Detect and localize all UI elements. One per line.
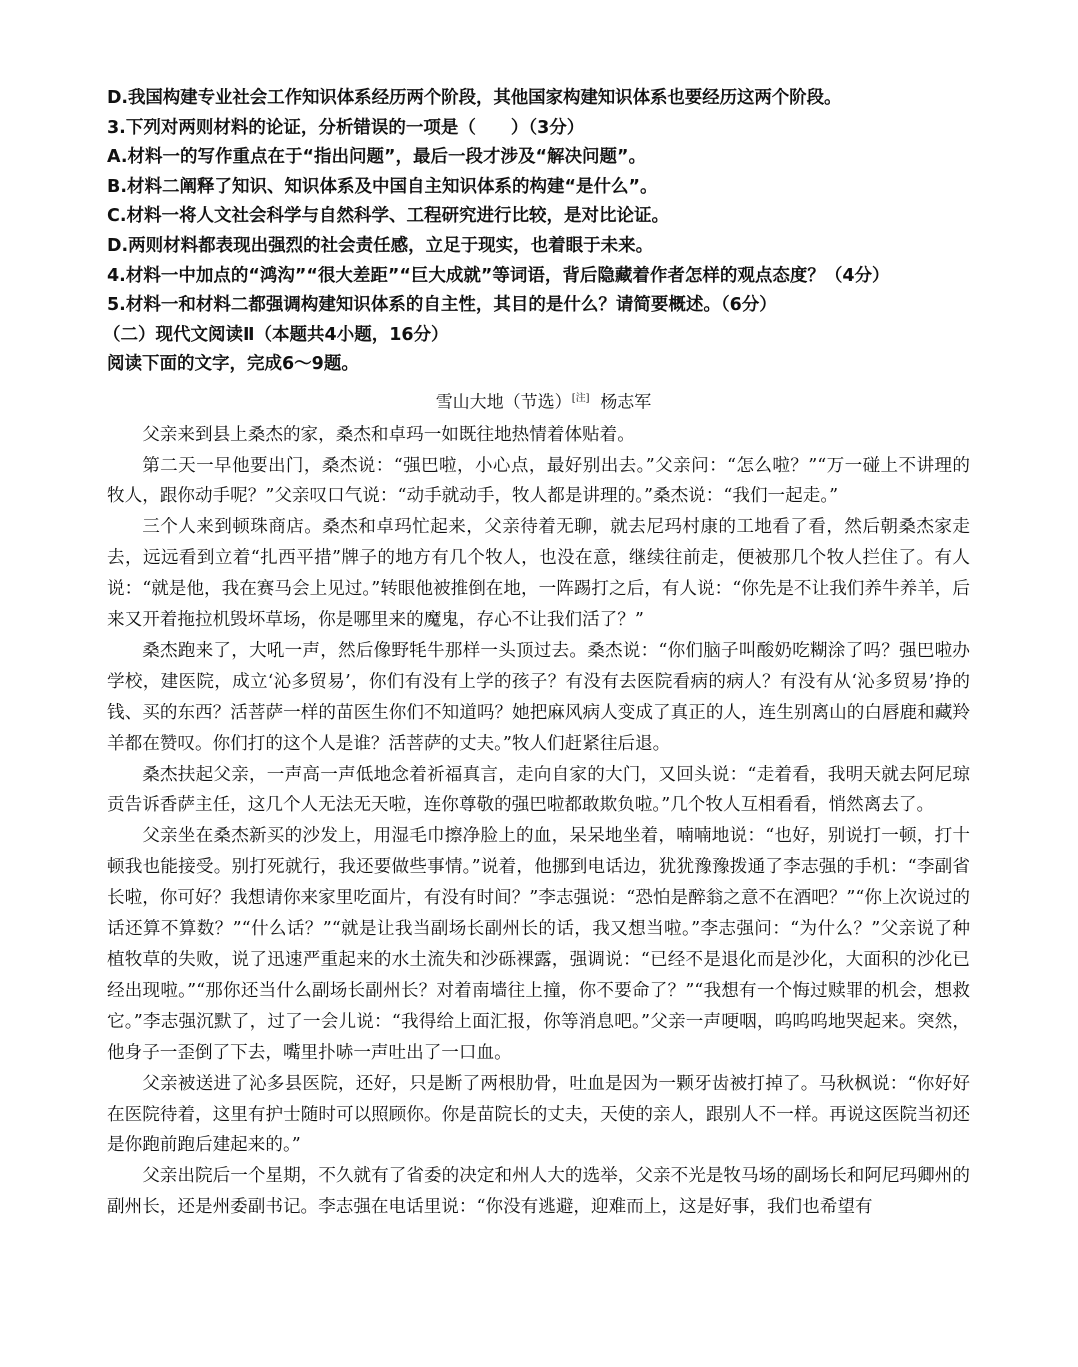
question-4: 4.材料一中加点的“鸿沟”“很大差距”“巨大成就”等词语，背后隐藏着作者怎样的观点态度？（4分） (107, 265, 890, 286)
article-paragraph: 三个人来到顿珠商店。桑杰和卓玛忙起来，父亲待着无聊，就去尼玛村康的工地看了看，然后朝桑杰家走去，远远看到立着“扎西平措”牌子的地方有几个牧人，也没在意，继续往前走，便被那几个牧人拦住了。有人说：“就是他，我在赛马会上见过。”转眼他被推倒在地，一阵踢打之后，有人说：“你先是不让我们养牛养羊，后来又开着拖拉机毁坏草场，你是哪里来的魔鬼，存心不让我们活了？” (107, 517, 970, 631)
question-3-option-b: B.材料二阐释了知识、知识体系及中国自主知识体系的构建“是什么”。 (107, 176, 658, 197)
article-author: 杨志军 (600, 392, 652, 413)
article-paragraph: 第二天一早他要出门，桑杰说：“强巴啦，小心点，最好别出去。”父亲问：“怎么啦？”“万一碰上不讲理的牧人，跟你动手呢？”父亲叹口气说：“动手就动手，牧人都是讲理的。”桑杰说：“我们一起走。” (107, 455, 970, 507)
article-title-text: 雪山大地（节选） (435, 392, 572, 413)
question-3-option-a: A.材料一的写作重点在于“指出问题”，最后一段才涉及“解决问题”。 (107, 147, 647, 168)
article-paragraph: 父亲出院后一个星期，不久就有了省委的决定和州人大的选举，父亲不光是牧马场的副场长和阿尼玛卿州的副州长，还是州委副书记。李志强在电话里说：“你没有逃避，迎难而上，这是好事，我们也希望有 (107, 1166, 970, 1218)
question-2-option-d: D.我国构建专业社会工作知识体系经历两个阶段，其他国家构建知识体系也要经历这两个阶段。 (107, 88, 842, 108)
article-paragraph: 父亲被送进了沁多县医院，还好，只是断了两根肋骨，吐血是因为一颗牙齿被打掉了。马秋枫说：“你好好在医院待着，这里有护士随时可以照顾你。你是苗院长的丈夫，天使的亲人，跟别人不一样。再说这医院当初还是你跑前跑后建起来的。” (107, 1073, 970, 1156)
question-5: 5.材料一和材料二都强调构建知识体系的自主性，其目的是什么？请简要概述。（6分） (107, 295, 777, 316)
section-heading: （二）现代文阅读Ⅱ（本题共4小题，16分） (103, 324, 449, 345)
question-3-option-d: D.两则材料都表现出强烈的社会责任感，立足于现实，也着眼于未来。 (107, 235, 654, 256)
article-title (117, 382, 970, 420)
article-paragraph: 父亲来到县上桑杰的家，桑杰和卓玛一如既往地热情着体贴着。 (142, 424, 635, 445)
article-paragraph: 桑杰跑来了，大吼一声，然后像野牦牛那样一头顶过去。桑杰说：“你们脑子叫酸奶吃糊涂了吗？强巴啦办学校，建医院，成立‘沁多贸易’，你们有没有上学的孩子？有没有去医院看病的病人？有没有从‘沁多贸易’挣的钱、买的东西？活菩萨一样的苗医生你们不知道吗？她把麻风病人变成了真正的人，连生别离山的白唇鹿和藏羚羊都在赞叹。你们打的这个人是谁？活菩萨的丈夫。”牧人们赶紧往后退。 (107, 640, 970, 754)
article-paragraph: 父亲坐在桑杰新买的沙发上，用湿毛巾擦净脸上的血，呆呆地坐着，喃喃地说：“也好，别说打一顿，打十顿我也能接受。别打死就行，我还要做些事情。”说着，他挪到电话边，犹犹豫豫拨通了李志强的手机：“李副省长啦，你可好？我想请你来家里吃面片，有没有时间？”李志强说：“恐怕是醉翁之意不在酒吧？”“你上次说过的话还算不算数？”“什么话？”“就是让我当副场长副州长的话，我又想当啦。”李志强问：“为什么？”父亲说了种植牧草的失败，说了迅速严重起来的水土流失和沙砾裸露，强调说：“已经不是退化而是沙化，大面积的沙化已经出现啦。”“那你还当什么副场长副州长？对着南墙往上撞，你不要命了？”“我想有一个悔过赎罪的机会，想救它。”李志强沉默了，过了一会儿说：“我得给上面汇报，你等消息吧。”父亲一声哽咽，呜呜呜地哭起来。突然，他身子一歪倒了下去，嘴里扑哧一声吐出了一口血。 (107, 826, 970, 1063)
question-3-option-c: C.材料一将人文社会科学与自然科学、工程研究进行比较，是对比论证。 (107, 206, 669, 227)
note-mark: [注] (571, 392, 590, 404)
section-instruction: 阅读下面的文字，完成6～9题。 (107, 354, 359, 375)
article-paragraph: 桑杰扶起父亲，一声高一声低地念着祈福真言，走向自家的大门，又回头说：“走着看，我明天就去阿尼琼贡告诉香萨主任，这几个人无法无天啦，连你尊敬的强巴啦都敢欺负啦。”几个牧人互相看看，悄然离去了。 (107, 764, 970, 816)
question-3-stem: 3.下列对两则材料的论证，分析错误的一项是（ ）（3分） (107, 117, 585, 138)
